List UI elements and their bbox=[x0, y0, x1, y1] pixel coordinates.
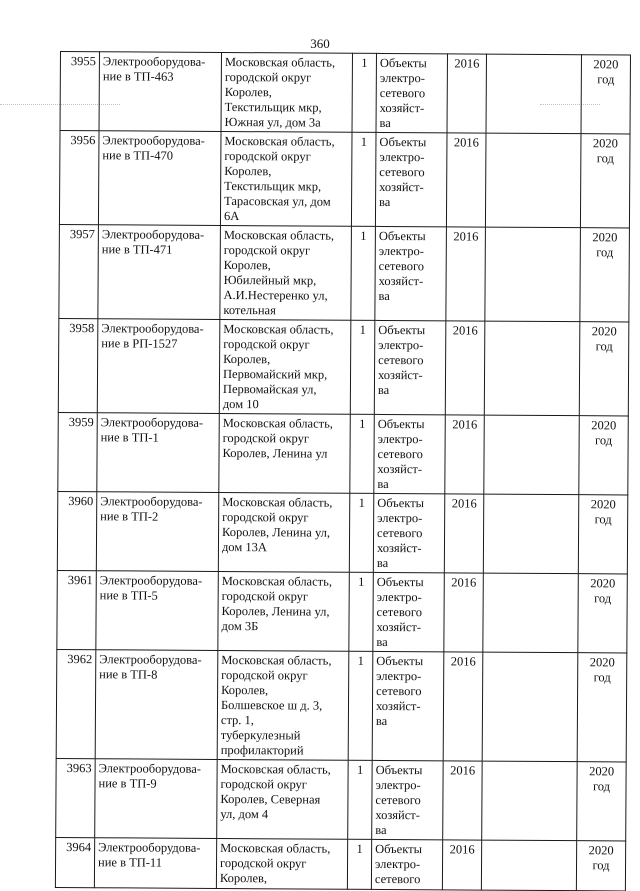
cell-text-line: ние в ТП-5 bbox=[99, 588, 158, 603]
cell-text-line: электро- bbox=[377, 431, 423, 447]
cell-text-line: 2020 bbox=[589, 764, 615, 779]
end-year-cell bbox=[576, 841, 625, 891]
cell-text-line: Королев, bbox=[223, 258, 271, 273]
address-cell bbox=[217, 759, 348, 839]
cell-text-line: ние в РП-1527 bbox=[101, 336, 178, 351]
cell-text-line: профилакторий bbox=[220, 742, 304, 758]
end-year-cell bbox=[579, 322, 629, 416]
address-cell bbox=[219, 413, 350, 493]
category-cell bbox=[372, 651, 444, 760]
cell-text-line: сетевого bbox=[378, 258, 425, 274]
cell-text-line: городской округ bbox=[221, 588, 309, 604]
cell-text: 2016 bbox=[450, 654, 476, 669]
quantity-cell bbox=[348, 760, 372, 839]
cell-text-line: стр. 1, bbox=[220, 712, 255, 728]
equipment-name-cell bbox=[97, 413, 219, 493]
cell-text-line: ва bbox=[377, 476, 389, 492]
year-cell bbox=[445, 415, 484, 494]
cell-text-line: Болшевское ш д. 3, bbox=[220, 697, 323, 713]
page-number: 360 bbox=[310, 36, 330, 51]
cell-text-line: электро- bbox=[378, 337, 424, 353]
cell-text-line: ние в ТП-11 bbox=[98, 855, 163, 870]
cell-text-line: Московская область, bbox=[221, 573, 333, 589]
cell-text-line: сетевого bbox=[376, 683, 422, 699]
cell-text-line: Королев, bbox=[224, 85, 272, 100]
empty-cell bbox=[484, 415, 579, 495]
cell-text-line: хозяйст- bbox=[375, 698, 421, 714]
cell-text: 2016 bbox=[449, 842, 475, 857]
equipment-name-cell bbox=[96, 492, 218, 572]
cell-text-line: Текстильщик мкр, bbox=[224, 100, 322, 115]
cell-text-line: ние в ТП-8 bbox=[99, 667, 158, 682]
table-row bbox=[59, 224, 630, 321]
cell-text-line: Электрооборудова- bbox=[101, 227, 205, 242]
cell-text-line: Московская область, bbox=[223, 228, 335, 243]
cell-text-line: ние в ТП-1 bbox=[100, 430, 159, 445]
cell-text-line: Электрооборудова- bbox=[98, 840, 201, 855]
cell-text-line: сетевого bbox=[377, 525, 423, 541]
cell-text-line: Московская область, bbox=[224, 134, 335, 149]
cell-text-line: Московская область, bbox=[224, 55, 336, 70]
cell-text-line: год bbox=[596, 245, 614, 260]
quantity-cell bbox=[351, 226, 376, 320]
address-cell bbox=[220, 131, 352, 226]
equipment-name-cell bbox=[95, 759, 217, 839]
empty-cell bbox=[481, 840, 576, 891]
cell-text-line: Электрооборудова- bbox=[102, 54, 206, 69]
cell-text-line: ние в ТП-470 bbox=[102, 148, 174, 163]
cell-text-line: 2020 bbox=[590, 576, 616, 591]
cell-text-line: сетевого bbox=[375, 792, 421, 808]
cell-text-line: городской округ bbox=[223, 243, 311, 258]
table-row bbox=[59, 131, 630, 228]
cell-text-line: Королев, bbox=[224, 164, 272, 179]
quantity-cell bbox=[348, 651, 373, 760]
row-number-cell bbox=[57, 491, 96, 570]
cell-text-line: Юбилейный мкр, bbox=[223, 273, 317, 288]
cell-text-line: городской округ bbox=[220, 776, 307, 792]
category-cell bbox=[373, 572, 444, 651]
cell-text-line: Московская область, bbox=[223, 322, 334, 337]
quantity-cell bbox=[347, 839, 371, 889]
cell-text-line: Объекты bbox=[377, 495, 425, 511]
category-cell bbox=[372, 760, 443, 839]
year-cell bbox=[442, 840, 481, 890]
cell-text-line: городской округ bbox=[223, 337, 310, 352]
cell-text-line: городской округ bbox=[222, 431, 310, 446]
cell-text: 3964 bbox=[66, 840, 92, 855]
row-number-cell bbox=[58, 412, 97, 491]
equipment-name-cell bbox=[99, 52, 221, 132]
cell-text-line: городской округ bbox=[224, 70, 312, 85]
cell-text-line: электро- bbox=[379, 70, 426, 86]
year-cell bbox=[445, 321, 485, 415]
cell-text-line: год bbox=[594, 512, 612, 527]
cell-text-line: Королев, Ленина ул, bbox=[222, 524, 331, 540]
equipment-name-cell bbox=[98, 225, 221, 320]
cell-text: 3959 bbox=[68, 415, 94, 430]
cell-text-line: 2020 bbox=[590, 497, 616, 512]
cell-text-line: Объекты bbox=[376, 574, 424, 590]
cell-text-line: Объекты bbox=[378, 228, 426, 244]
cell-text-line: 2020 bbox=[592, 230, 618, 245]
empty-cell bbox=[486, 54, 581, 134]
category-cell bbox=[374, 320, 446, 414]
cell-text-line: 2020 bbox=[589, 655, 615, 670]
year-cell bbox=[447, 54, 486, 133]
cell-text-line: электро- bbox=[375, 777, 421, 793]
cell-text-line: хозяйст- bbox=[376, 619, 422, 635]
cell-text: 1 bbox=[356, 841, 363, 856]
row-number-cell bbox=[58, 318, 98, 412]
quantity-cell bbox=[349, 493, 373, 572]
cell-text-line: год bbox=[594, 591, 612, 606]
empty-cell bbox=[483, 494, 578, 574]
end-year-cell bbox=[579, 416, 628, 495]
cell-text-line: ул, дом 4 bbox=[220, 806, 269, 822]
cell-text-line: год bbox=[595, 433, 613, 448]
cell-text: 1 bbox=[356, 762, 364, 777]
cell-text: 2016 bbox=[451, 496, 477, 511]
table-row bbox=[58, 412, 628, 494]
cell-text-line: Электрооборудова- bbox=[100, 494, 203, 509]
cell-text-line: хозяйст- bbox=[378, 273, 424, 289]
cell-text: 2016 bbox=[451, 575, 477, 590]
cell-text-line: городской округ bbox=[222, 509, 309, 525]
cell-text-line: 6А bbox=[223, 209, 240, 224]
cell-text-line: электро- bbox=[376, 668, 422, 684]
cell-text: 3955 bbox=[70, 54, 96, 69]
row-number-cell bbox=[59, 131, 99, 225]
register-table-body bbox=[55, 52, 630, 891]
cell-text-line: год bbox=[596, 151, 614, 166]
cell-text-line: ние в ТП-471 bbox=[101, 242, 173, 257]
cell-text-line: электро- bbox=[374, 856, 421, 872]
cell-text-line: Объекты bbox=[375, 762, 423, 778]
cell-text-line: Первомайский мкр, bbox=[222, 367, 328, 382]
row-number-cell bbox=[57, 570, 96, 649]
cell-text: 3956 bbox=[70, 133, 96, 148]
category-cell bbox=[375, 132, 447, 226]
category-cell bbox=[373, 493, 444, 572]
cell-text-line: сетевого bbox=[376, 604, 423, 620]
category-cell bbox=[371, 839, 442, 889]
cell-text-line: ва bbox=[376, 634, 388, 650]
cell-text: 2016 bbox=[454, 56, 480, 71]
end-year-cell bbox=[577, 653, 627, 762]
year-cell bbox=[443, 761, 482, 840]
address-cell bbox=[216, 838, 347, 889]
equipment-name-cell bbox=[98, 131, 221, 226]
year-cell bbox=[444, 494, 483, 573]
category-cell bbox=[375, 226, 447, 320]
cell-text-line: Электрооборудова- bbox=[101, 321, 204, 336]
address-cell bbox=[218, 571, 349, 651]
cell-text-line: Тарасовская ул, дом bbox=[224, 194, 331, 209]
cell-text: 1 bbox=[360, 228, 367, 243]
cell-text-line: Московская область, bbox=[221, 652, 332, 668]
quantity-cell bbox=[350, 320, 375, 414]
cell-text: 1 bbox=[359, 322, 366, 337]
cell-text-line: ва bbox=[379, 194, 391, 210]
cell-text: 3963 bbox=[66, 761, 92, 776]
empty-cell bbox=[485, 133, 581, 228]
cell-text-line: Электрооборудова- bbox=[99, 573, 203, 588]
cell-text-line: хозяйст- bbox=[379, 179, 424, 195]
equipment-name-cell bbox=[97, 319, 220, 414]
cell-text-line: городской округ bbox=[224, 149, 311, 164]
cell-text-line: Электрооборудова- bbox=[98, 761, 202, 776]
equipment-name-cell bbox=[96, 571, 218, 651]
end-year-cell bbox=[581, 55, 630, 134]
address-cell bbox=[217, 650, 349, 760]
cell-text: 3957 bbox=[69, 227, 95, 242]
cell-text-line: Королев, bbox=[223, 352, 271, 367]
quantity-cell bbox=[351, 132, 376, 226]
cell-text-line: электро- bbox=[379, 149, 425, 165]
end-year-cell bbox=[578, 574, 627, 653]
cell-text-line: Объекты bbox=[379, 134, 427, 150]
cell-text-line: ние в ТП-2 bbox=[100, 509, 159, 524]
cell-text: 1 bbox=[358, 495, 365, 510]
year-cell bbox=[446, 227, 486, 321]
cell-text: 2016 bbox=[452, 417, 478, 432]
cell-text: 3958 bbox=[69, 321, 95, 336]
table-row bbox=[56, 649, 627, 761]
cell-text-line: ние в ТП-463 bbox=[102, 69, 174, 84]
cell-text-line: год bbox=[593, 670, 611, 685]
cell-text-line: Королев, Северная bbox=[220, 791, 321, 807]
equipment-name-cell bbox=[94, 838, 216, 889]
cell-text-line: 2020 bbox=[591, 324, 617, 339]
cell-text-line: дом 3Б bbox=[221, 618, 259, 634]
empty-cell bbox=[483, 573, 578, 653]
cell-text-line: ва bbox=[375, 713, 388, 729]
cell-text-line: Первомайская ул, bbox=[222, 382, 317, 397]
row-number-cell bbox=[55, 837, 94, 887]
cell-text: 3962 bbox=[67, 652, 93, 667]
category-cell bbox=[376, 53, 447, 132]
end-year-cell bbox=[577, 762, 626, 841]
cell-text-line: год bbox=[592, 858, 610, 873]
table-row bbox=[60, 52, 630, 134]
cell-text-line: сетевого bbox=[379, 164, 425, 180]
cell-text-line: городской округ bbox=[221, 667, 308, 683]
cell-text-line: сетевого bbox=[374, 871, 421, 887]
cell-text: 2016 bbox=[453, 135, 479, 150]
table-row bbox=[58, 318, 629, 415]
cell-text: 3961 bbox=[67, 573, 93, 588]
cell-text-line: сетевого bbox=[378, 352, 424, 368]
address-cell bbox=[220, 225, 352, 320]
cell-text-line: ва bbox=[378, 288, 390, 304]
cell-text-line: А.И.Нестеренко ул, bbox=[223, 288, 328, 303]
cell-text-line: хозяйст- bbox=[377, 367, 423, 383]
cell-text-line: хозяйст- bbox=[379, 100, 425, 116]
cell-text-line: Московская область, bbox=[222, 416, 333, 431]
cell-text-line: Королев, Ленина ул, bbox=[221, 603, 330, 619]
address-cell bbox=[221, 52, 352, 132]
cell-text-line: хозяйст- bbox=[376, 540, 422, 556]
cell-text-line: котельная bbox=[223, 303, 276, 318]
cell-text-line: Объекты bbox=[378, 322, 426, 338]
table-row bbox=[55, 837, 625, 890]
cell-text-line: Текстильщик мкр, bbox=[224, 179, 322, 194]
cell-text-line: 2020 bbox=[593, 57, 619, 72]
cell-text: 2016 bbox=[450, 763, 476, 778]
cell-text-line: Московская область, bbox=[220, 761, 331, 777]
quantity-cell bbox=[349, 572, 373, 651]
end-year-cell bbox=[578, 495, 627, 574]
table-row bbox=[57, 491, 627, 573]
empty-cell bbox=[484, 321, 580, 416]
cell-text-line: Электрооборудова- bbox=[100, 415, 204, 430]
row-number-cell bbox=[59, 224, 99, 318]
cell-text-line: 2020 bbox=[591, 418, 617, 433]
cell-text-line: Южная ул, дом 3а bbox=[224, 115, 321, 130]
cell-text-line: Электрооборудова- bbox=[99, 652, 202, 667]
cell-text-line: ва bbox=[379, 115, 391, 131]
cell-text: 2016 bbox=[453, 229, 479, 244]
cell-text-line: Королев, Ленина ул bbox=[222, 446, 328, 461]
cell-text-line: электро- bbox=[378, 243, 424, 259]
address-cell bbox=[218, 492, 349, 572]
end-year-cell bbox=[580, 134, 630, 228]
register-table bbox=[55, 51, 631, 891]
cell-text-line: год bbox=[595, 339, 613, 354]
cell-text-line: хозяйст- bbox=[375, 807, 420, 823]
cell-text-line: городской округ bbox=[220, 855, 307, 871]
cell-text-line: год bbox=[592, 779, 611, 794]
cell-text-line: Объекты bbox=[377, 416, 425, 432]
year-cell bbox=[446, 133, 486, 227]
end-year-cell bbox=[580, 228, 630, 322]
cell-text-line: Объекты bbox=[375, 841, 423, 857]
quantity-cell bbox=[350, 414, 374, 493]
cell-text: 1 bbox=[361, 55, 368, 70]
cell-text: 2016 bbox=[452, 323, 478, 338]
quantity-cell bbox=[352, 53, 376, 132]
cell-text: 1 bbox=[358, 574, 365, 589]
row-number-cell bbox=[56, 758, 95, 837]
cell-text-line: 2020 bbox=[592, 136, 618, 151]
cell-text-line: год bbox=[597, 72, 615, 87]
cell-text-line: Объекты bbox=[379, 55, 427, 71]
row-number-cell bbox=[60, 52, 99, 131]
cell-text-line: Московская область, bbox=[222, 494, 333, 510]
cell-text: 3960 bbox=[68, 494, 94, 509]
cell-text-line: ва bbox=[377, 382, 390, 398]
category-cell bbox=[374, 414, 445, 493]
empty-cell bbox=[482, 652, 578, 762]
cell-text-line: дом 10 bbox=[222, 397, 259, 412]
cell-text-line: ва bbox=[376, 555, 389, 571]
cell-text-line: туберкулезный bbox=[220, 727, 301, 743]
cell-text-line: сетевого bbox=[379, 85, 426, 101]
cell-text: 1 bbox=[359, 416, 366, 431]
address-cell bbox=[219, 319, 351, 414]
cell-text-line: 2020 bbox=[588, 843, 614, 858]
cell-text: 1 bbox=[357, 653, 364, 668]
row-number-cell bbox=[56, 649, 96, 758]
empty-cell bbox=[482, 761, 577, 841]
cell-text-line: Московская область, bbox=[220, 840, 331, 856]
equipment-name-cell bbox=[95, 650, 218, 760]
cell-text-line: дом 13А bbox=[221, 539, 267, 555]
cell-text-line: Королев, bbox=[221, 682, 269, 698]
cell-text-line: Электрооборудова- bbox=[102, 133, 205, 148]
table-row bbox=[57, 570, 627, 652]
cell-text-line: сетевого bbox=[377, 446, 423, 462]
cell-text-line: Королев, bbox=[219, 870, 268, 886]
cell-text-line: хозяйст- bbox=[377, 461, 423, 477]
cell-text-line: Объекты bbox=[376, 653, 424, 669]
cell-text: 1 bbox=[360, 134, 368, 149]
cell-text-line: ва bbox=[375, 822, 387, 838]
table-row bbox=[56, 758, 626, 840]
cell-text-line: электро- bbox=[377, 510, 423, 526]
year-cell bbox=[443, 652, 483, 761]
cell-text-line: электро- bbox=[376, 589, 422, 605]
year-cell bbox=[444, 573, 483, 652]
empty-cell bbox=[485, 227, 581, 322]
cell-text-line: ние в ТП-9 bbox=[98, 776, 157, 791]
